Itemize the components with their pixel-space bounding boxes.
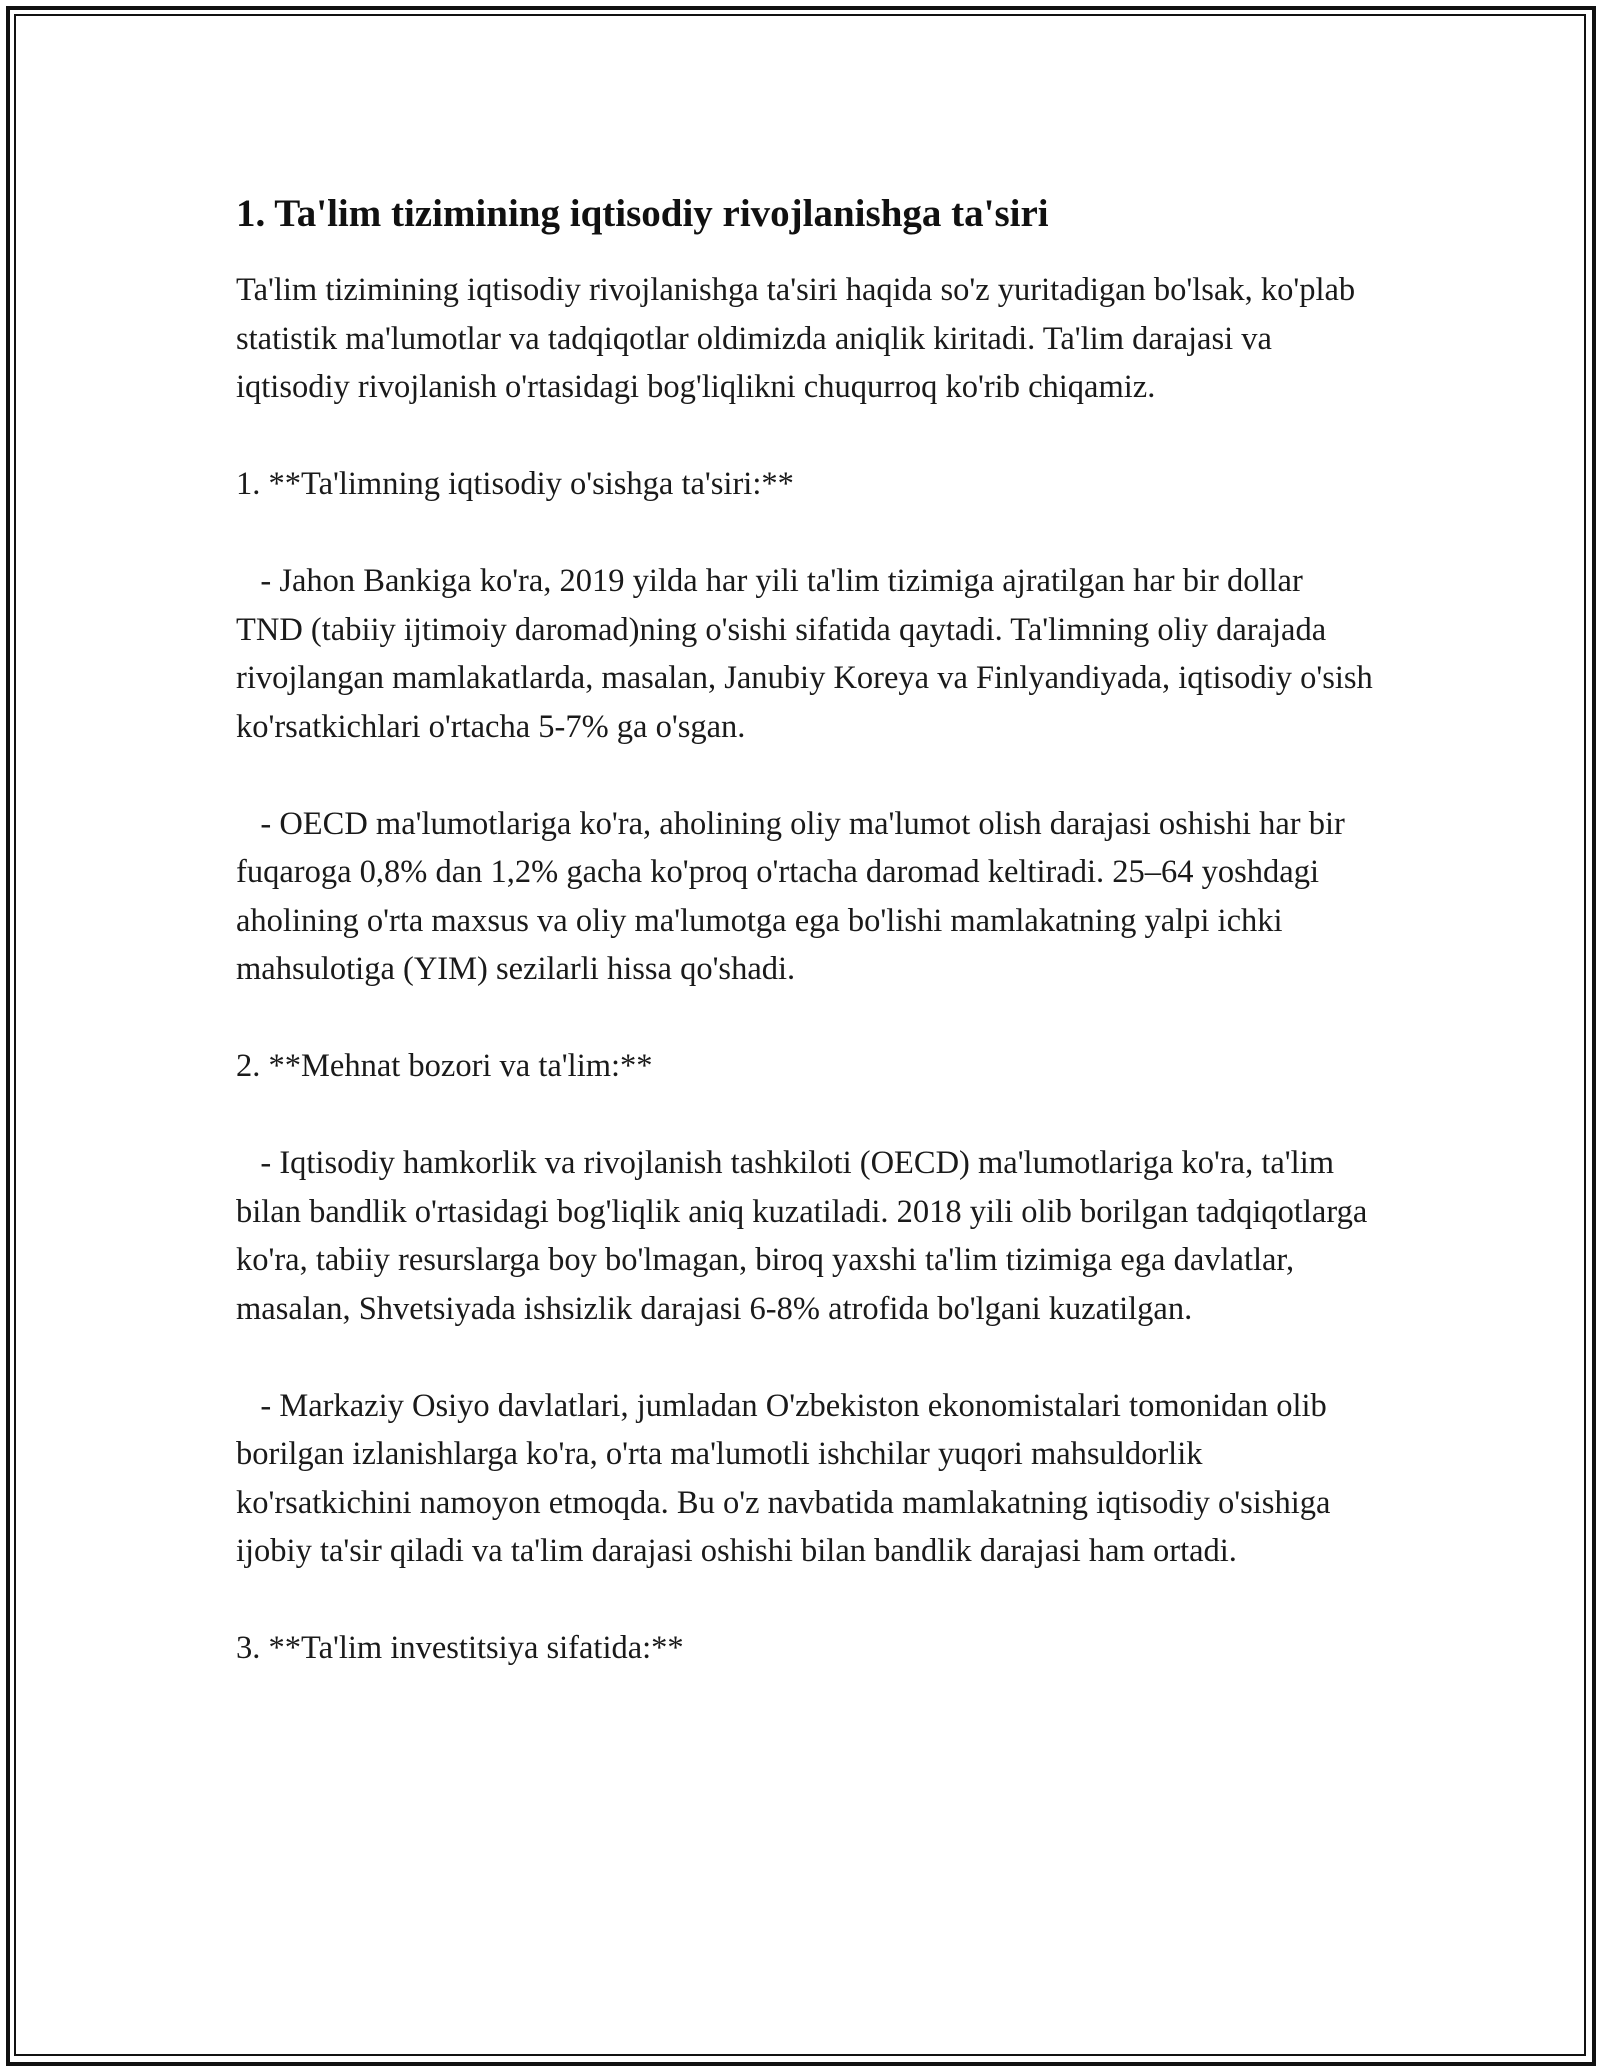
bullet-paragraph-oecd-income: - OECD ma'lumotlariga ko'ra, aholining oliy ma'lumot olish darajasi oshishi har bir fuqaroga 0,8% dan 1,2% gacha ko'proq o'rtacha daromad keltiradi. 25–64 yoshdagi aholining o'rta maxsus va oliy ma'lumotga ega bo'lishi mamlakatning yalpi ichki mahsulotiga (YIM) sezilarli hissa qo'shadi. [236, 805, 1353, 987]
document-body [236, 188, 1381, 1673]
list-item-heading-2: 2. **Mehnat bozori va ta'lim:** [236, 1048, 653, 1084]
paragraph-spacer [236, 994, 1376, 1043]
intro-paragraph: Ta'lim tizimining iqtisodiy rivojlanishga ta'siri haqida so'z yuritadigan bo'lsak, ko'plab statistik ma'lumotlar va tadqiqotlar oldimizda aniqlik kiritadi. Ta'lim darajasi va iqtisodiy rivojlanish o'rtasidagi bog'liqlikni chuqurroq ko'rib chiqamiz. [236, 272, 1364, 405]
paragraph-spacer [236, 509, 1376, 558]
paragraph-spacer [236, 1576, 1376, 1625]
bullet-paragraph-world-bank: - Jahon Bankiga ko'ra, 2019 yilda har yili ta'lim tizimiga ajratilgan har bir dollar TND (tabiiy ijtimoiy daromad)ning o'sishi sifatida qaytadi. Ta'limning oliy darajada rivojlangan mamlakatlarda, masalan, Janubiy Koreya va Finlyandiyada, iqtisodiy o'sish ko'rsatkichlari o'rtacha 5-7% ga o'sgan. [236, 563, 1381, 745]
paragraph-spacer [236, 1091, 1376, 1140]
list-item-heading-3: 3. **Ta'lim investitsiya sifatida:** [236, 1630, 684, 1666]
bullet-paragraph-oecd-employment: - Iqtisodiy hamkorlik va rivojlanish tashkiloti (OECD) ma'lumotlariga ko'ra, ta'lim bilan bandlik o'rtasidagi bog'liqlik aniq kuzatiladi. 2018 yili olib borilgan tadqiqotlarga ko'ra, tabiiy resurslarga boy bo'lmagan, biroq yaxshi ta'lim tizimiga ega davlatlar, masalan, Shvetsiyada ishsizlik darajasi 6-8% atrofida bo'lgani kuzatilgan. [236, 1145, 1376, 1327]
paragraph-spacer [236, 412, 1376, 461]
bullet-paragraph-central-asia: - Markaziy Osiyo davlatlari, jumladan O'zbekiston ekonomistalari tomonidan olib borilgan izlanishlarga ko'ra, o'rta ma'lumotli ishchilar yuqori mahsuldorlik ko'rsatkichini namoyon etmoqda. Bu o'z navbatida mamlakatning iqtisodiy o'sishiga ijobiy ta'sir qiladi va ta'lim darajasi oshishi bilan bandlik darajasi ham ortadi. [236, 1387, 1339, 1569]
paragraph-spacer [236, 1333, 1376, 1382]
paragraph-spacer [236, 751, 1376, 800]
list-item-heading-1: 1. **Ta'limning iqtisodiy o'sishga ta'siri:** [236, 466, 794, 502]
section-heading: 1. Ta'lim tizimining iqtisodiy rivojlanishga ta'siri [236, 192, 1049, 235]
